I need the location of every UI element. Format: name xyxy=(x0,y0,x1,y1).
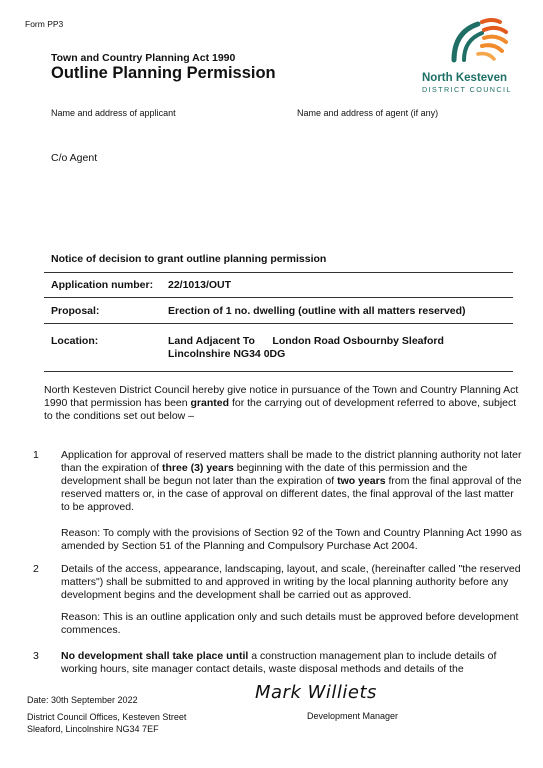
act-title: Town and Country Planning Act 1990 xyxy=(51,52,236,64)
logo-subtitle: DISTRICT COUNCIL xyxy=(422,85,512,94)
council-emblem-icon xyxy=(444,16,510,66)
logo-name: North Kesteven xyxy=(422,72,507,84)
location-line-1: Land Adjacent To London Road Osbournby Sleaford xyxy=(168,335,444,347)
divider xyxy=(44,297,513,298)
condition-3-text: No development shall take place until a construction management plan to include details of working hours, site manager contact details, waste disposal methods and details of the xyxy=(61,650,497,675)
condition-2-number: 2 xyxy=(33,563,39,575)
address-line-1: District Council Offices, Kesteven Street xyxy=(27,712,187,722)
condition-1-reason: Reason: To comply with the provisions of Section 92 of the Town and Country Planning Act 1990 as amended by Section 51 of the Planning and Compulsory Purchase Act 2004. xyxy=(61,527,522,552)
application-number: 22/1013/OUT xyxy=(168,279,232,291)
condition-3-number: 3 xyxy=(33,650,39,662)
signature: Mark Williets xyxy=(255,682,377,703)
condition-1-number: 1 xyxy=(33,449,39,461)
intro-paragraph: North Kesteven District Council hereby give notice in pursuance of the Town and Country Planning Act 1990 that permission has been granted for the carrying out of development referred to above, subject to the conditions set out below – xyxy=(44,384,519,422)
application-number-label: Application number: xyxy=(51,279,154,291)
address-line-2: Sleaford, Lincolnshire NG34 7EF xyxy=(27,724,159,734)
page-title: Outline Planning Permission xyxy=(51,64,276,82)
condition-2-reason: Reason: This is an outline application only and such details must be approved before development commences. xyxy=(61,611,519,636)
form-label: Form PP3 xyxy=(25,19,64,29)
proposal-label: Proposal: xyxy=(51,305,100,317)
condition-1-text: Application for approval of reserved matters shall be made to the district planning authority not later than the expiration of three (3) years beginning with the date of this permission and the development shall be begun not later than the expiration of two years from the final approval of the reserved matters or, in the case of approval on different dates, the final approval of the last matter to be approved. xyxy=(61,449,522,513)
council-address xyxy=(27,711,186,735)
location-label: Location: xyxy=(51,335,99,347)
council-logo xyxy=(422,16,532,94)
proposal-value: Erection of 1 no. dwelling (outline with all matters reserved) xyxy=(168,305,466,317)
divider xyxy=(44,371,513,372)
applicant-value: C/o Agent xyxy=(51,152,98,164)
divider xyxy=(44,272,513,273)
condition-2-text: Details of the access, appearance, landscaping, layout, and scale, (hereinafter called "the reserved matters") shall be submitted to and approved in writing by the local planning authority before any development begins and the development shall be carried out as approved. xyxy=(61,563,521,601)
signatory-role: Development Manager xyxy=(307,711,399,721)
divider xyxy=(44,323,513,324)
applicant-label: Name and address of applicant xyxy=(51,108,176,118)
decision-date: Date: 30th September 2022 xyxy=(27,695,138,705)
location-line-2: Lincolnshire NG34 0DG xyxy=(168,348,286,360)
notice-heading: Notice of decision to grant outline planning permission xyxy=(51,253,327,265)
agent-label: Name and address of agent (if any) xyxy=(297,108,439,118)
